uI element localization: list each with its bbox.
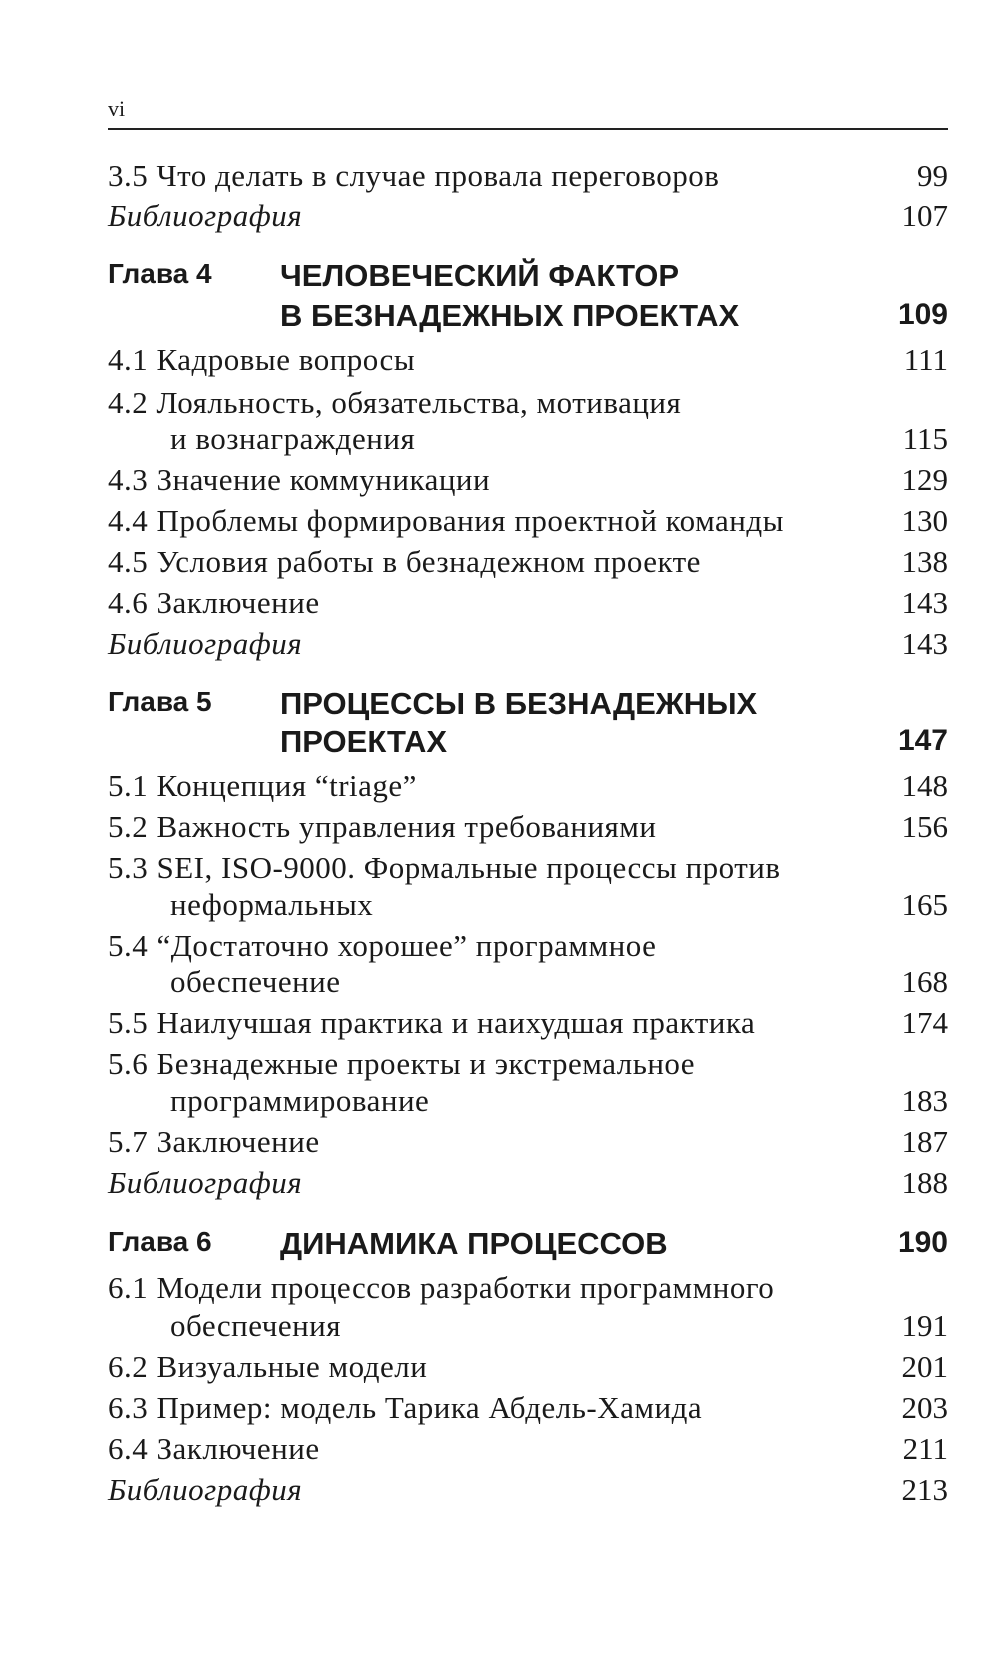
toc-entry-4-6[interactable] <box>108 585 948 629</box>
toc-entry-4-3[interactable] <box>108 462 948 506</box>
chapter-number: Глава 6 <box>108 1226 212 1257</box>
toc-entry-page: 188 <box>901 1165 948 1200</box>
chapter-number: Глава 5 <box>108 686 212 717</box>
toc-entry-6-2[interactable] <box>108 1349 948 1393</box>
toc-entry-page: 183 <box>901 1083 948 1118</box>
toc-entry-page: 203 <box>901 1390 948 1425</box>
toc-entry-3-5[interactable] <box>108 158 948 202</box>
toc-bibliography-ch5[interactable] <box>108 1165 948 1209</box>
toc-entry-label: 5.2 Важность управления требованиями <box>108 809 657 844</box>
toc-entry-page: 213 <box>901 1472 948 1507</box>
toc-entry-label: Библиография <box>108 626 303 661</box>
toc-chapter-5-cont[interactable] <box>108 724 948 768</box>
toc-chapter-6[interactable] <box>108 1226 948 1270</box>
toc-entry-page: 211 <box>902 1431 948 1466</box>
toc-entry-page: 165 <box>901 887 948 922</box>
toc-entry-page: 130 <box>901 503 948 538</box>
chapter-title: ЧЕЛОВЕЧЕСКИЙ ФАКТОР <box>280 258 680 293</box>
chapter-number: Глава 4 <box>108 258 212 289</box>
toc-entry-5-4-cont[interactable] <box>108 964 948 1008</box>
toc-entry-label: 4.6 Заключение <box>108 585 320 620</box>
toc-entry-5-2[interactable] <box>108 809 948 853</box>
toc-entry-label: 6.3 Пример: модель Тарика Абдель-Хамида <box>108 1390 703 1425</box>
toc-chapter-4[interactable] <box>108 258 948 302</box>
toc-entry-label: 6.4 Заключение <box>108 1431 320 1466</box>
toc-entry-label: 6.2 Визуальные модели <box>108 1349 428 1384</box>
toc-entry-page: 115 <box>902 421 948 456</box>
toc-entry-page: 148 <box>901 768 948 803</box>
chapter-title-cont: В БЕЗНАДЕЖНЫХ ПРОЕКТАХ <box>280 298 740 333</box>
toc-entry-label: 5.5 Наилучшая практика и наихудшая практика <box>108 1005 756 1040</box>
toc-entry-page: 143 <box>901 585 948 620</box>
toc-chapter-4-cont[interactable] <box>108 298 948 342</box>
toc-entry-label: Библиография <box>108 1165 303 1200</box>
toc-entry-page: 201 <box>901 1349 948 1384</box>
toc-entry-page: 168 <box>901 964 948 999</box>
running-header <box>108 92 948 130</box>
toc-entry-label: 6.1 Модели процессов разработки программного <box>108 1270 775 1305</box>
toc-bibliography-ch4[interactable] <box>108 626 948 670</box>
toc-entry-5-5[interactable] <box>108 1005 948 1049</box>
toc-entry-4-2-cont[interactable] <box>108 421 948 465</box>
chapter-page: 190 <box>897 1226 948 1259</box>
toc-entry-label: 5.4 “Достаточно хорошее” программное <box>108 928 657 963</box>
chapter-title: ПРОЦЕССЫ В БЕЗНАДЕЖНЫХ <box>280 686 758 721</box>
page-number: vi <box>108 96 126 121</box>
chapter-title: ДИНАМИКА ПРОЦЕССОВ <box>280 1226 668 1261</box>
toc-entry-5-6-cont[interactable] <box>108 1083 948 1127</box>
toc-bibliography-ch6[interactable] <box>108 1472 948 1516</box>
toc-entry-5-1[interactable] <box>108 768 948 812</box>
toc-entry-label-cont: программирование <box>170 1083 430 1118</box>
toc-entry-label-cont: неформальных <box>170 887 374 922</box>
chapter-page: 147 <box>897 724 948 757</box>
toc-entry-label: Библиография <box>108 1472 303 1507</box>
toc-entry-4-4[interactable] <box>108 503 948 547</box>
toc-entry-label: 4.4 Проблемы формирования проектной команды <box>108 503 784 538</box>
toc-entry-page: 99 <box>917 158 948 193</box>
toc-entry-label-cont: обеспечения <box>170 1308 342 1343</box>
toc-entry-page: 111 <box>903 342 948 377</box>
toc-entry-4-1[interactable] <box>108 342 948 386</box>
toc-entry-label-cont: и вознаграждения <box>170 421 416 456</box>
toc-entry-page: 174 <box>901 1005 948 1040</box>
toc-entry-label: 4.1 Кадровые вопросы <box>108 342 416 377</box>
toc-entry-page: 129 <box>901 462 948 497</box>
toc-entry-4-5[interactable] <box>108 544 948 588</box>
toc-entry-page: 191 <box>901 1308 948 1343</box>
toc-entry-label: 5.6 Безнадежные проекты и экстремальное <box>108 1046 696 1081</box>
toc-entry-5-7[interactable] <box>108 1124 948 1168</box>
toc-entry-page: 187 <box>901 1124 948 1159</box>
toc-entry-label: 5.3 SEI, ISO-9000. Формальные процессы против <box>108 850 781 885</box>
toc-entry-label: 5.1 Концепция “triage” <box>108 768 417 803</box>
toc-entry-label: 4.2 Лояльность, обязательства, мотивация <box>108 385 682 420</box>
toc-entry-label: 4.5 Условия работы в безнадежном проекте <box>108 544 701 579</box>
toc-entry-label: Библиография <box>108 198 303 233</box>
toc-bibliography-ch3[interactable] <box>108 198 948 242</box>
chapter-page: 109 <box>897 298 948 331</box>
toc-entry-6-3[interactable] <box>108 1390 948 1434</box>
toc-entry-label: 4.3 Значение коммуникации <box>108 462 491 497</box>
toc-entry-page: 138 <box>901 544 948 579</box>
toc-entry-label: 5.7 Заключение <box>108 1124 320 1159</box>
toc-entry-label: 3.5 Что делать в случае провала переговоров <box>108 158 720 193</box>
toc-entry-page: 107 <box>901 198 948 233</box>
toc-entry-page: 156 <box>901 809 948 844</box>
toc-entry-6-1-cont[interactable] <box>108 1308 948 1352</box>
toc-entry-6-4[interactable] <box>108 1431 948 1475</box>
chapter-title-cont: ПРОЕКТАХ <box>280 724 448 759</box>
toc-entry-label-cont: обеспечение <box>170 964 341 999</box>
toc-entry-page: 143 <box>901 626 948 661</box>
toc-entry-5-3-cont[interactable] <box>108 887 948 931</box>
